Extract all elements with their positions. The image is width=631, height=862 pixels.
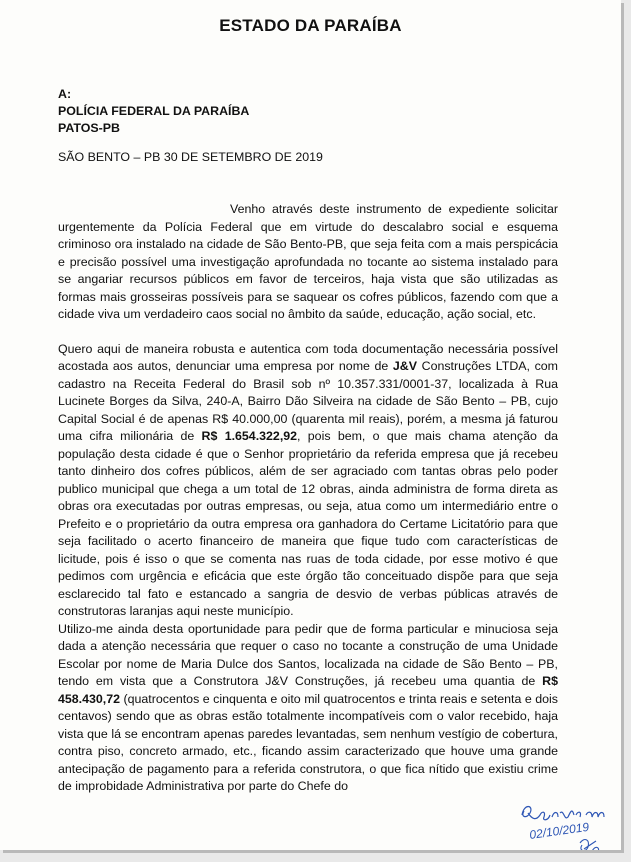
received-handwritten-note bbox=[512, 793, 621, 850]
recipient-label: A: bbox=[58, 87, 72, 101]
page-title: ESTADO DA PARAÍBA bbox=[219, 16, 402, 35]
recipient-org: POLÍCIA FEDERAL DA PARAÍBA bbox=[58, 104, 250, 118]
amount-bold: R$ 458.430,72 bbox=[58, 674, 558, 706]
recipient-city: PATOS-PB bbox=[58, 121, 120, 135]
company-name-bold: J&V bbox=[392, 359, 418, 373]
paragraph-text: Utilizo-me ainda desta oportunidade para pedir que de forma particular e minuciosa seja dada a atenção necessária que requer o caso no tocante a construção de uma Unidade Escolar por nome de Maria Dulce dos Santos, localizada na cidade de São Bento – PB, tendo em vista que a Construtora J&V Construções, já recebeu uma quantia de bbox=[58, 621, 558, 688]
paragraph-school bbox=[58, 621, 558, 796]
handwritten-signature-icon bbox=[512, 793, 621, 850]
paragraph-text: Construções LTDA, com cadastro na Receita Federal do Brasil sob nº 10.357.331/0001-37, localizada à Rua Lucinete Borges da Silva, 240-A, Bairro Dão Silveira na cidade de São Bento – PB, cujo Capital Social é de apenas R$ 40.000,00 (quarenta mil reais), porém, a mesma já faturou uma cifra milionária de bbox=[58, 359, 558, 443]
svg-text:02/10/2019: 02/10/2019 bbox=[528, 819, 590, 842]
amount-bold: R$ 1.654.322,92 bbox=[201, 429, 298, 443]
dateline: SÃO BENTO – PB 30 DE SETEMBRO DE 2019 bbox=[58, 150, 323, 164]
paragraph-text: Quero aqui de maneira robusta e autentica com toda documentação necessária possível acostada aos autos, denunciar uma empresa por nome de bbox=[58, 341, 558, 373]
paragraph-text: (quatrocentos e cinquenta e oito mil quatrocentos e trinta reais e setenta e dois centavos) sendo que as obras estão totalmente incompatíveis com o valor recebido, haja vista que lá se encontram apenas paredes levantadas, sem nenhum vestígio de cobertura, contra piso, concreto armado, etc., ficando assim caracterizado que houve uma grande antecipação de pagamento para a referida construtora, o que fica nítido que existiu crime de improbidade Administrativa por parte do Chefe do bbox=[58, 691, 558, 793]
letter-body bbox=[58, 201, 558, 796]
paragraph-request: Venho através deste instrumento de expediente solicitar urgentemente da Polícia Federal que em virtude do descalabro social e esquema criminoso ora instalado na cidade de São Bento-PB, que seja feita com a mais perspicácia e precisão possível uma investigação aprofundada no tocante ao sistema instalado para se angariar recursos públicos em favor de terceiros, haja vista que são utilizadas as formas mais grosseiras possíveis para se saquear os cofres públicos, fazendo com que a cidade viva um verdadeiro caos social no âmbito da saúde, educação, ação social, etc. bbox=[58, 202, 558, 321]
recipient-block bbox=[58, 86, 249, 137]
paragraph-text: , pois bem, o que mais chama atenção da população desta cidade é que o Senhor proprietário da referida empresa que já recebeu tanto dinheiro dos cofres públicos, além de ser agraciado com tantas obras pelo poder publico municipal que chega a um total de 12 obras, ainda administra de forma direta as obras ora executadas por outras empresas, ou seja, atua como um intermediário entre o Prefeito e o proprietário da outra empresa ora ganhadora do Certame Licitatório para que seja facilitado o acerto financeiro de maneira que fique tudo com características de licitude, pois é isso o que se comenta nas ruas de toda cidade, por esse motivo é que pedimos com urgência e eficácia que este órgão tão conceituado dispõe para que seja esclarecido tal fato e estancado a sangria de desvio de verbas públicas através de construtoras laranjas aqui neste município. bbox=[58, 429, 558, 618]
paragraph-complaint bbox=[58, 341, 558, 621]
